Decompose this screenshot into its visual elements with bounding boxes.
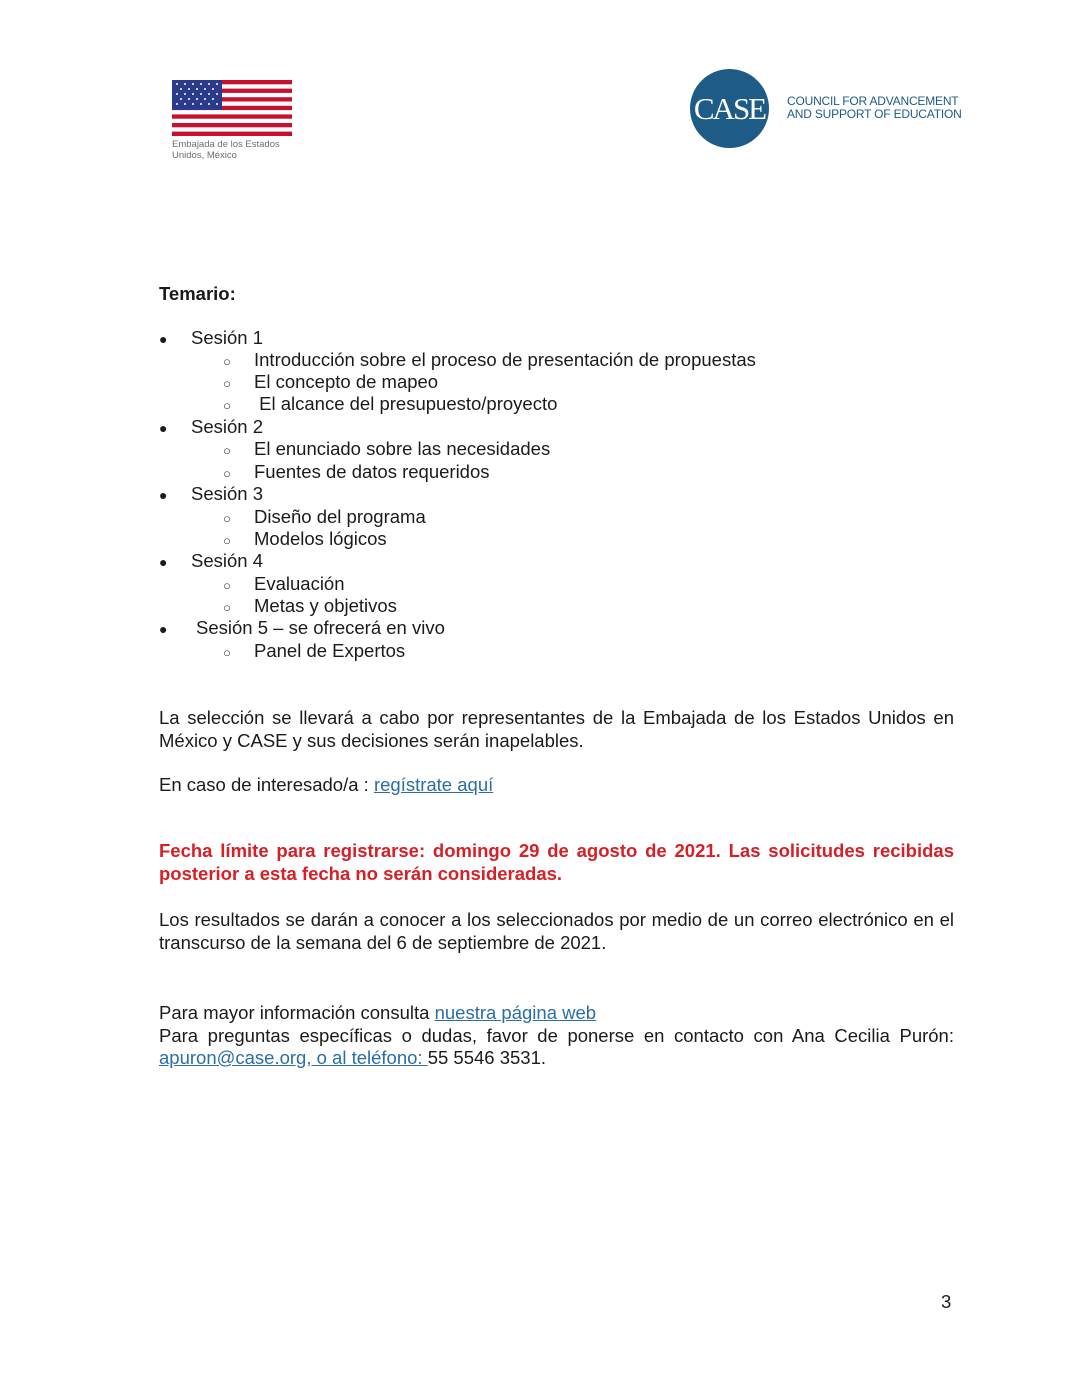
email-link[interactable]: apuron@case.org, o al teléfono:	[159, 1047, 428, 1068]
session-subitem	[223, 506, 426, 530]
sub-bullet-icon: ○	[223, 645, 231, 660]
contact-section	[159, 1002, 954, 1070]
sub-bullet-icon: ○	[223, 600, 231, 615]
subitem-text: Introducción sobre el proceso de presentación de propuestas	[254, 349, 756, 370]
sub-bullet-icon: ○	[223, 354, 231, 369]
results-paragraph: Los resultados se darán a conocer a los seleccionados por medio de un correo electrónico en el transcurso de la semana del 6 de septiembre de 2021.	[159, 909, 954, 953]
questions-line	[159, 1025, 954, 1070]
case-name-line1: COUNCIL FOR ADVANCEMENT	[787, 94, 959, 108]
subitem-text: Modelos lógicos	[254, 528, 387, 549]
register-link[interactable]: regístrate aquí	[373, 774, 494, 795]
bullet-icon: ●	[159, 554, 168, 570]
sub-bullet-icon: ○	[223, 398, 231, 413]
info-line	[159, 1002, 954, 1025]
subitem-text: Fuentes de datos requeridos	[254, 461, 490, 482]
page-number: 3	[941, 1291, 952, 1312]
session-subitem	[223, 595, 397, 619]
embassy-caption	[172, 139, 280, 161]
bullet-icon: ●	[159, 621, 168, 637]
deadline-notice: Fecha límite para registrarse: domingo 29 de agosto de 2021. Las solicitudes recibidas posterior a esta fecha no serán consideradas.	[159, 840, 954, 884]
sub-bullet-icon: ○	[223, 376, 231, 391]
phone-number: 55 5546 3531.	[427, 1047, 547, 1068]
session-item	[159, 483, 263, 506]
sub-bullet-icon: ○	[223, 578, 231, 593]
session-title: Sesión 4	[191, 550, 263, 571]
session-subitem	[223, 573, 345, 597]
sub-bullet-icon: ○	[223, 466, 231, 481]
session-title: Sesión 3	[191, 483, 263, 504]
session-item	[159, 617, 445, 640]
session-subitem	[223, 461, 490, 485]
register-prefix: En caso de interesado/a :	[159, 774, 374, 795]
us-flag-logo	[172, 80, 292, 136]
embassy-caption-line1: Embajada de los Estados	[172, 139, 280, 150]
subitem-text: El concepto de mapeo	[254, 371, 439, 392]
sub-bullet-icon: ○	[223, 511, 231, 526]
session-title: Sesión 1	[191, 327, 263, 348]
session-item	[159, 416, 263, 439]
bullet-icon: ●	[159, 420, 168, 436]
info-prefix: Para mayor información consulta	[159, 1002, 435, 1023]
case-logo	[690, 69, 769, 148]
session-subitem	[223, 528, 387, 552]
session-title: Sesión 5 – se ofrecerá en vivo	[196, 617, 445, 638]
subitem-text: Panel de Expertos	[254, 640, 406, 661]
bullet-icon: ●	[159, 331, 168, 347]
subitem-text: Metas y objetivos	[254, 595, 397, 616]
session-item	[159, 327, 263, 350]
session-subitem	[223, 640, 406, 664]
temario-heading: Temario:	[159, 283, 236, 304]
case-logo-text: CASE	[693, 90, 766, 126]
selection-paragraph: La selección se llevará a cabo por representantes de la Embajada de los Estados Unidos en México y CASE y sus decisiones serán inapelables.	[159, 707, 954, 751]
session-item	[159, 550, 263, 573]
subitem-text: Diseño del programa	[254, 506, 426, 527]
website-link[interactable]: nuestra página web	[434, 1002, 597, 1023]
session-title: Sesión 2	[191, 416, 263, 437]
case-name-line2: AND SUPPORT OF EDUCATION	[787, 107, 962, 121]
session-subitem	[223, 349, 756, 373]
embassy-caption-line2: Unidos, México	[172, 150, 237, 161]
session-subitem	[223, 438, 551, 462]
sub-bullet-icon: ○	[223, 533, 231, 548]
register-line	[159, 774, 954, 797]
session-subitem	[223, 371, 439, 395]
bullet-icon: ●	[159, 487, 168, 503]
subitem-text: El alcance del presupuesto/proyecto	[254, 393, 558, 414]
session-subitem	[223, 393, 558, 417]
case-organization-name	[787, 95, 962, 121]
subitem-text: El enunciado sobre las necesidades	[254, 438, 551, 459]
subitem-text: Evaluación	[254, 573, 345, 594]
questions-text: Para preguntas específicas o dudas, favor de ponerse en contacto con Ana Cecilia Purón:	[159, 1024, 954, 1046]
sub-bullet-icon: ○	[223, 443, 231, 458]
